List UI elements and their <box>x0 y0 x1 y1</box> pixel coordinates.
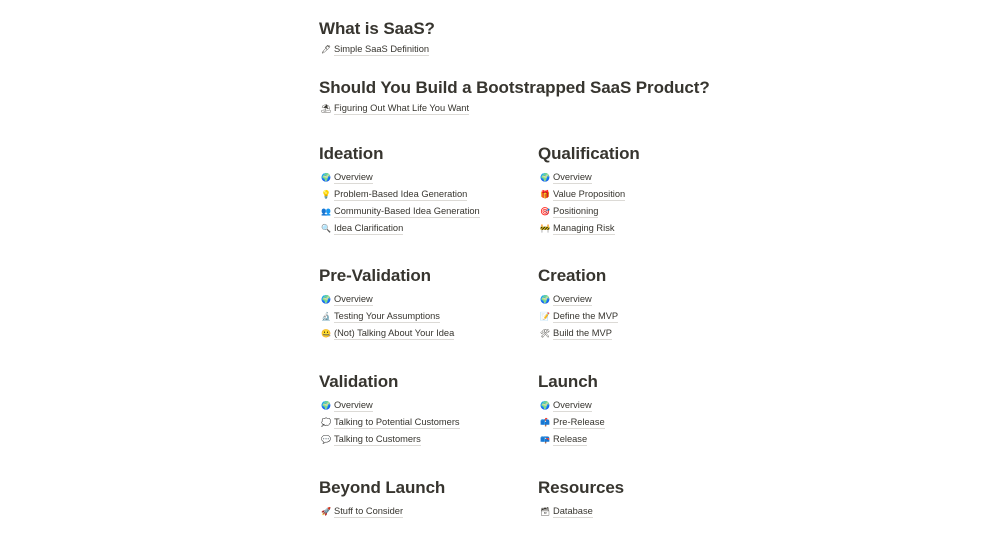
link-label: Positioning <box>553 205 599 216</box>
section-resources <box>538 478 748 520</box>
link-label: Managing Risk <box>553 222 615 233</box>
link-label: Build the MVP <box>553 327 612 338</box>
link-not-talking-about-your-idea[interactable] <box>319 325 529 342</box>
link-label: Define the MVP <box>553 310 619 321</box>
link-overview[interactable] <box>538 397 748 414</box>
mailbox-icon: 📫 <box>540 417 550 427</box>
target-icon: 🎯 <box>540 206 550 216</box>
section-qualification <box>538 144 748 237</box>
section-heading: Beyond Launch <box>319 478 446 497</box>
link-stuff-to-consider[interactable] <box>319 503 529 520</box>
link-pre-release[interactable] <box>538 414 748 431</box>
link-overview[interactable] <box>538 291 748 308</box>
section-creation <box>538 266 748 342</box>
pen-icon: 🖊 <box>321 44 332 54</box>
link-overview[interactable] <box>319 291 529 308</box>
link-label: Idea Clarification <box>334 222 404 233</box>
link-problem-based-idea-generation[interactable] <box>319 186 529 203</box>
link-label: Overview <box>334 171 373 182</box>
section-heading: Ideation <box>319 144 384 163</box>
people-icon: 👥 <box>321 206 331 216</box>
section-heading: Validation <box>319 372 399 391</box>
gift-icon: 🎁 <box>540 189 550 199</box>
link-value-proposition[interactable] <box>538 186 748 203</box>
link-label: Stuff to Consider <box>334 505 404 516</box>
link-database[interactable] <box>538 503 748 520</box>
rocket-icon: 🚀 <box>321 506 331 516</box>
link-label: Overview <box>334 293 373 304</box>
link-label: Problem-Based Idea Generation <box>334 188 468 199</box>
link-managing-risk[interactable] <box>538 220 748 237</box>
globe-icon: 🌍 <box>540 172 550 182</box>
card-file-box-icon: 🗃 <box>540 506 551 516</box>
link-define-the-mvp[interactable] <box>538 308 748 325</box>
link-community-based-idea-generation[interactable] <box>319 203 529 220</box>
link-idea-clarification[interactable] <box>319 220 529 237</box>
link-label: Simple SaaS Definition <box>334 43 430 54</box>
magnifier-icon: 🔍 <box>321 223 331 233</box>
section-heading: Creation <box>538 266 607 285</box>
globe-icon: 🌍 <box>540 400 550 410</box>
link-build-the-mvp[interactable] <box>538 325 748 342</box>
link-label: Value Proposition <box>553 188 626 199</box>
link-label: (Not) Talking About Your Idea <box>334 327 455 338</box>
link-talking-to-potential-customers[interactable] <box>319 414 529 431</box>
link-label: Talking to Customers <box>334 433 421 444</box>
link-simple-saas-definition[interactable] <box>319 41 429 58</box>
beach-umbrella-icon: ⛱ <box>321 103 332 113</box>
link-figuring-out-life[interactable] <box>319 100 469 117</box>
link-positioning[interactable] <box>538 203 748 220</box>
globe-icon: 🌍 <box>321 172 331 182</box>
section-beyond-launch <box>319 478 529 520</box>
section-launch <box>538 372 748 448</box>
microscope-icon: 🔬 <box>321 311 331 321</box>
barrier-icon: 🚧 <box>540 223 550 233</box>
heading-what-is-saas: What is SaaS? <box>319 19 435 38</box>
section-validation <box>319 372 529 448</box>
link-label: Community-Based Idea Generation <box>334 205 480 216</box>
link-label: Pre-Release <box>553 416 605 427</box>
heading-should-you-build: Should You Build a Bootstrapped SaaS Product? <box>319 78 710 97</box>
link-label: Testing Your Assumptions <box>334 310 440 321</box>
link-label: Database <box>553 505 593 516</box>
section-pre-validation <box>319 266 529 342</box>
link-label: Overview <box>553 171 592 182</box>
memo-icon: 📝 <box>540 311 550 321</box>
thought-bubble-icon: 💭 <box>321 417 331 427</box>
link-overview[interactable] <box>319 169 529 186</box>
section-heading: Launch <box>538 372 598 391</box>
link-testing-your-assumptions[interactable] <box>319 308 529 325</box>
link-label: Overview <box>553 293 592 304</box>
section-heading: Resources <box>538 478 625 497</box>
section-ideation <box>319 144 529 237</box>
zipper-face-icon: 🤐 <box>321 328 331 338</box>
link-overview[interactable] <box>538 169 748 186</box>
link-label: Figuring Out What Life You Want <box>334 102 470 113</box>
link-label: Release <box>553 433 588 444</box>
globe-icon: 🌍 <box>321 400 331 410</box>
mailbox-closed-icon: 📪 <box>540 434 550 444</box>
link-label: Overview <box>334 399 373 410</box>
link-overview[interactable] <box>319 397 529 414</box>
globe-icon: 🌍 <box>540 294 550 304</box>
link-talking-to-customers[interactable] <box>319 431 529 448</box>
section-heading: Qualification <box>538 144 640 163</box>
lightbulb-icon: 💡 <box>321 189 331 199</box>
link-label: Talking to Potential Customers <box>334 416 460 427</box>
section-heading: Pre-Validation <box>319 266 431 285</box>
link-label: Overview <box>553 399 592 410</box>
speech-bubble-icon: 💬 <box>321 434 331 444</box>
tools-icon: 🛠 <box>540 328 551 338</box>
globe-icon: 🌍 <box>321 294 331 304</box>
link-release[interactable] <box>538 431 748 448</box>
